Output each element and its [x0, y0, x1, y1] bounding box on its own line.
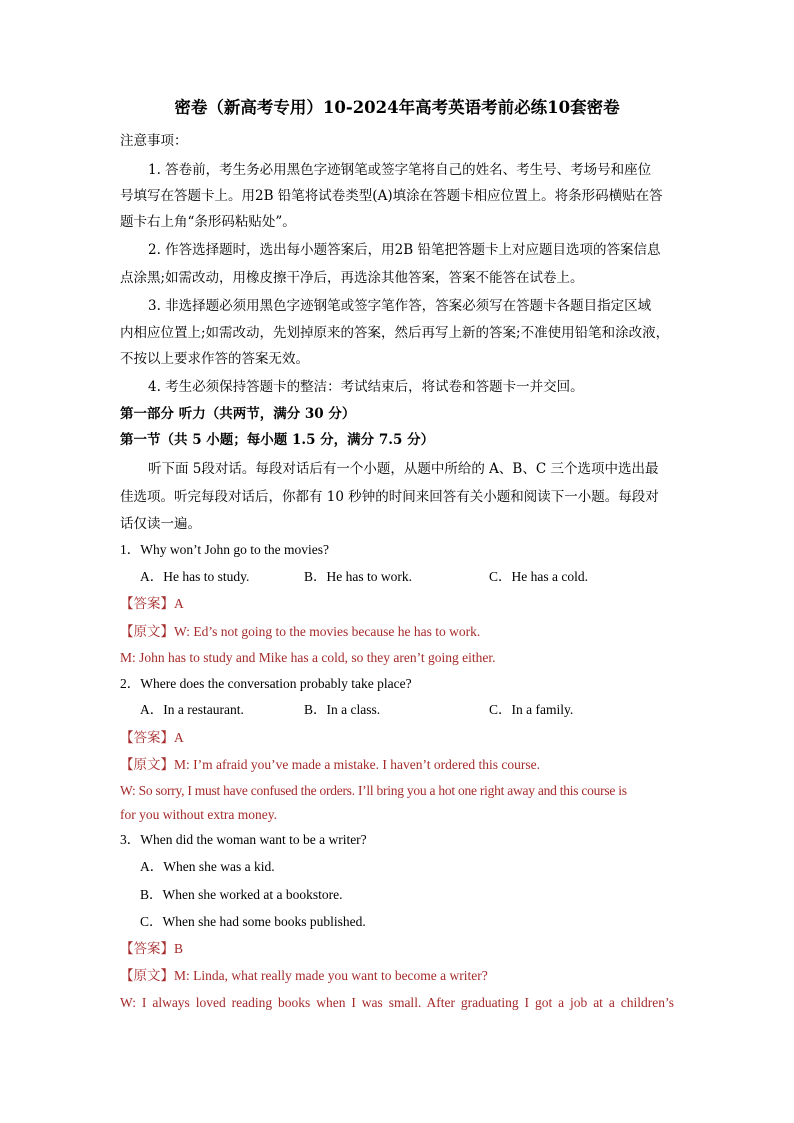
notice-line: 3. 非选择题必须用黑色字迹钢笔或签字笔作答，答案必须写在答题卡各题目指定区域: [148, 298, 652, 314]
option-a: A．When she was a kid.: [140, 859, 275, 874]
answer-label: 【答案】: [120, 941, 174, 957]
notice-line: 2. 作答选择题时，选出每小题答案后，用2B 铅笔把答题卡上对应题目选项的答案信息: [148, 242, 661, 258]
transcript-label: 【原文】: [120, 968, 174, 984]
question-options: [120, 697, 674, 723]
page-title: 密卷（新高考专用）10-2024年高考英语考前必练10套密卷: [174, 98, 620, 117]
answer-line: [120, 725, 674, 751]
option-a: A．He has to study.: [140, 569, 250, 584]
option-b: B．He has to work.: [304, 569, 412, 584]
option-c: C．When she had some books published.: [140, 914, 366, 929]
notice-line: 1. 答卷前，考生务必用黑色字迹钢笔或签字笔将自己的姓名、考生号、考场号和座位: [148, 162, 652, 178]
instruction-line: 话仅读一遍。: [120, 516, 201, 532]
transcript-text: W: Ed’s not going to the movies because he has to work.: [174, 624, 481, 639]
transcript-label: 【原文】: [120, 624, 174, 640]
transcript-text: for you without extra money.: [120, 807, 277, 822]
transcript-text: M: Linda, what really made you want to become a writer?: [174, 968, 488, 983]
question-stem: 2．Where does the conversation probably take place?: [120, 676, 412, 691]
instruction-line: 听下面 5段对话。每段对话后有一个小题，从题中所给的 A、B、C 三个选项中选出最: [148, 461, 659, 477]
answer-line: [120, 936, 674, 962]
question-options: [120, 564, 674, 590]
part-heading: 第一部分 听力（共两节，满分 30 分）: [120, 406, 356, 422]
answer-value: A: [174, 730, 184, 745]
answer-value: A: [174, 596, 184, 611]
notice-heading: 注意事项：: [120, 133, 188, 149]
option-b: B．When she worked at a bookstore.: [140, 887, 343, 902]
question-stem: 1．Why won’t John go to the movies?: [120, 542, 329, 557]
notice-line: 号填写在答题卡上。用2B 铅笔将试卷类型(A)填涂在答题卡相应位置上。将条形码横贴在答: [120, 188, 663, 204]
answer-label: 【答案】: [120, 730, 174, 746]
section-heading: 第一节（共 5 小题；每小题 1.5 分，满分 7.5 分）: [120, 432, 435, 448]
transcript-line: [120, 619, 674, 645]
option-c: C．He has a cold.: [489, 569, 588, 584]
option-a: A．In a restaurant.: [140, 702, 244, 717]
notice-line: 内相应位置上;如需改动，先划掉原来的答案，然后再写上新的答案;不准使用铅笔和涂改液，: [120, 325, 670, 341]
transcript-line: [120, 752, 674, 778]
transcript-line: [120, 963, 674, 989]
answer-value: B: [174, 941, 184, 956]
transcript-text: M: I’m afraid you’ve made a mistake. I haven’t ordered this course.: [174, 757, 540, 772]
option-c: C．In a family.: [489, 702, 574, 717]
notice-line: 题卡右上角“条形码粘贴处”。: [120, 214, 296, 230]
instruction-line: 佳选项。听完每段对话后，你都有 10 秒钟的时间来回答有关小题和阅读下一小题。每段对: [120, 489, 659, 505]
answer-label: 【答案】: [120, 596, 174, 612]
notice-line: 不按以上要求作答的答案无效。: [120, 351, 309, 367]
notice-line: 4. 考生必须保持答题卡的整洁：考试结束后，将试卷和答题卡一并交回。: [148, 379, 584, 395]
transcript-text: W: I always loved reading books when I was small. After graduating I got a job at a children’s: [120, 995, 674, 1010]
notice-line: 点涂黑;如需改动，用橡皮擦干净后，再选涂其他答案，答案不能答在试卷上。: [120, 270, 584, 286]
question-stem: 3．When did the woman want to be a writer?: [120, 832, 367, 847]
transcript-text: W: So sorry, I must have confused the orders. I’ll bring you a hot one right away and this course is: [120, 783, 627, 798]
transcript-text: M: John has to study and Mike has a cold, so they aren’t going either.: [120, 650, 496, 665]
option-b: B．In a class.: [304, 702, 381, 717]
transcript-label: 【原文】: [120, 757, 174, 773]
answer-line: [120, 591, 674, 617]
